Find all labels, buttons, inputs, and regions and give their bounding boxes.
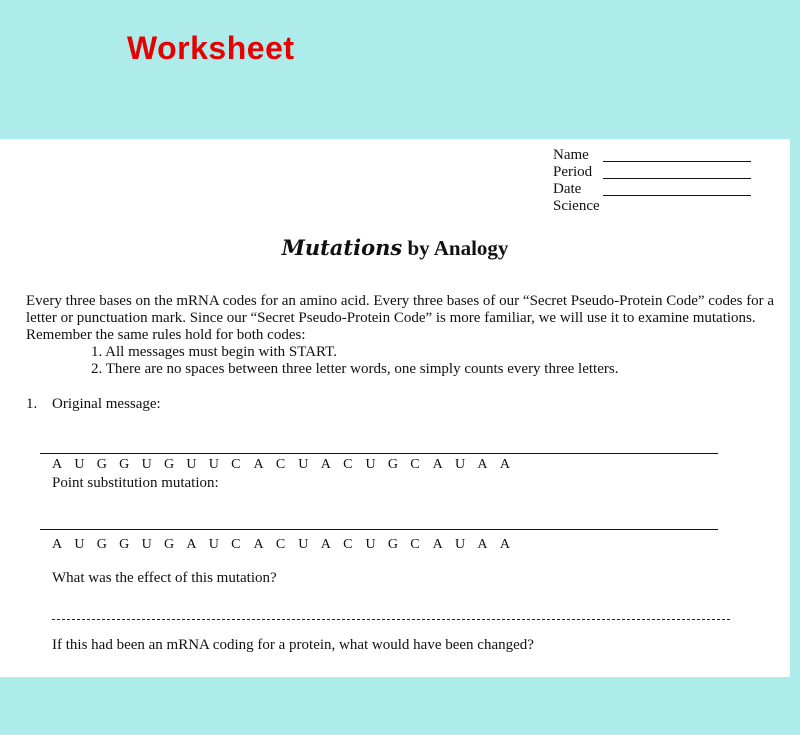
info-label: Science [553,198,600,214]
sequence-original [52,457,522,473]
answer-line-mutated[interactable] [40,529,718,530]
base-letter: G [163,537,175,552]
base-letter: U [208,537,219,552]
base-letter: G [387,457,398,472]
base-letter: U [141,537,152,552]
base-letter: U [365,537,376,552]
rules-list [26,344,776,378]
info-label: Period [553,164,593,180]
base-letter: U [208,457,219,472]
period-blank[interactable] [603,166,751,179]
base-letter: G [163,457,175,472]
base-letter: C [410,537,420,552]
base-letter: A [432,537,443,552]
student-info-block [553,147,751,215]
base-letter: G [96,537,107,552]
rule-item: 2. There are no spaces between three letter words, one simply counts every three letters. [91,361,619,377]
base-letter: U [455,457,466,472]
info-row-science [553,198,751,215]
base-letter: U [455,537,466,552]
base-letter: A [320,537,331,552]
effect-answer-line[interactable] [52,619,730,620]
base-letter: U [74,457,85,472]
intro-text: Every three bases on the mRNA codes for an amino acid. Every three bases of our “Secret Pseudo-Protein Code” codes for a letter or punctuation mark. Since our “Secret Pseudo-Protein Code” is more familiar, we will use it to examine mutations. Remember the same rules hold for both codes: [26,293,775,343]
info-row-date [553,181,751,198]
worksheet-title [0,235,790,261]
title-rest: by Analogy [402,236,509,260]
sequence-mutated [52,537,522,553]
base-letter: U [298,457,309,472]
base-letter: G [119,457,130,472]
base-letter: C [410,457,420,472]
base-letter: A [477,457,488,472]
base-letter: A [499,457,510,472]
answer-line-original[interactable] [40,453,718,454]
base-letter: A [253,457,264,472]
intro-paragraph [26,293,776,393]
effect-question: What was the effect of this mutation? [52,570,277,586]
base-letter: A [477,537,488,552]
base-letter: G [387,537,398,552]
info-label: Date [553,181,582,197]
base-letter: C [231,537,241,552]
info-row-name [553,147,751,164]
rule-item: 1. All messages must begin with START. [91,344,337,360]
base-letter: A [432,457,443,472]
base-letter: C [343,537,353,552]
mrna-question: If this had been an mRNA coding for a protein, what would have been changed? [52,637,534,653]
info-row-period [553,164,751,181]
question-1 [26,396,161,413]
base-letter: A [52,457,63,472]
base-letter: A [186,537,197,552]
base-letter: U [186,457,197,472]
base-letter: C [275,537,286,552]
base-letter: C [231,457,241,472]
base-letter: A [320,457,331,472]
base-letter: C [343,457,353,472]
base-letter: A [499,537,510,552]
date-blank[interactable] [603,183,751,196]
base-letter: U [74,537,85,552]
base-letter: A [52,537,63,552]
base-letter: G [96,457,107,472]
name-blank[interactable] [603,149,751,162]
base-letter: G [119,537,130,552]
mutation-label: Point substitution mutation: [52,475,219,491]
base-letter: C [275,457,286,472]
base-letter: U [365,457,376,472]
info-label: Name [553,147,589,163]
base-letter: A [253,537,264,552]
question-label: Original message: [52,396,161,412]
question-number: 1. [26,396,38,412]
slide-title: Worksheet [127,30,295,66]
title-fancy-word: Mutations [281,235,403,260]
base-letter: U [298,537,309,552]
base-letter: U [141,457,152,472]
worksheet-page [0,139,790,677]
